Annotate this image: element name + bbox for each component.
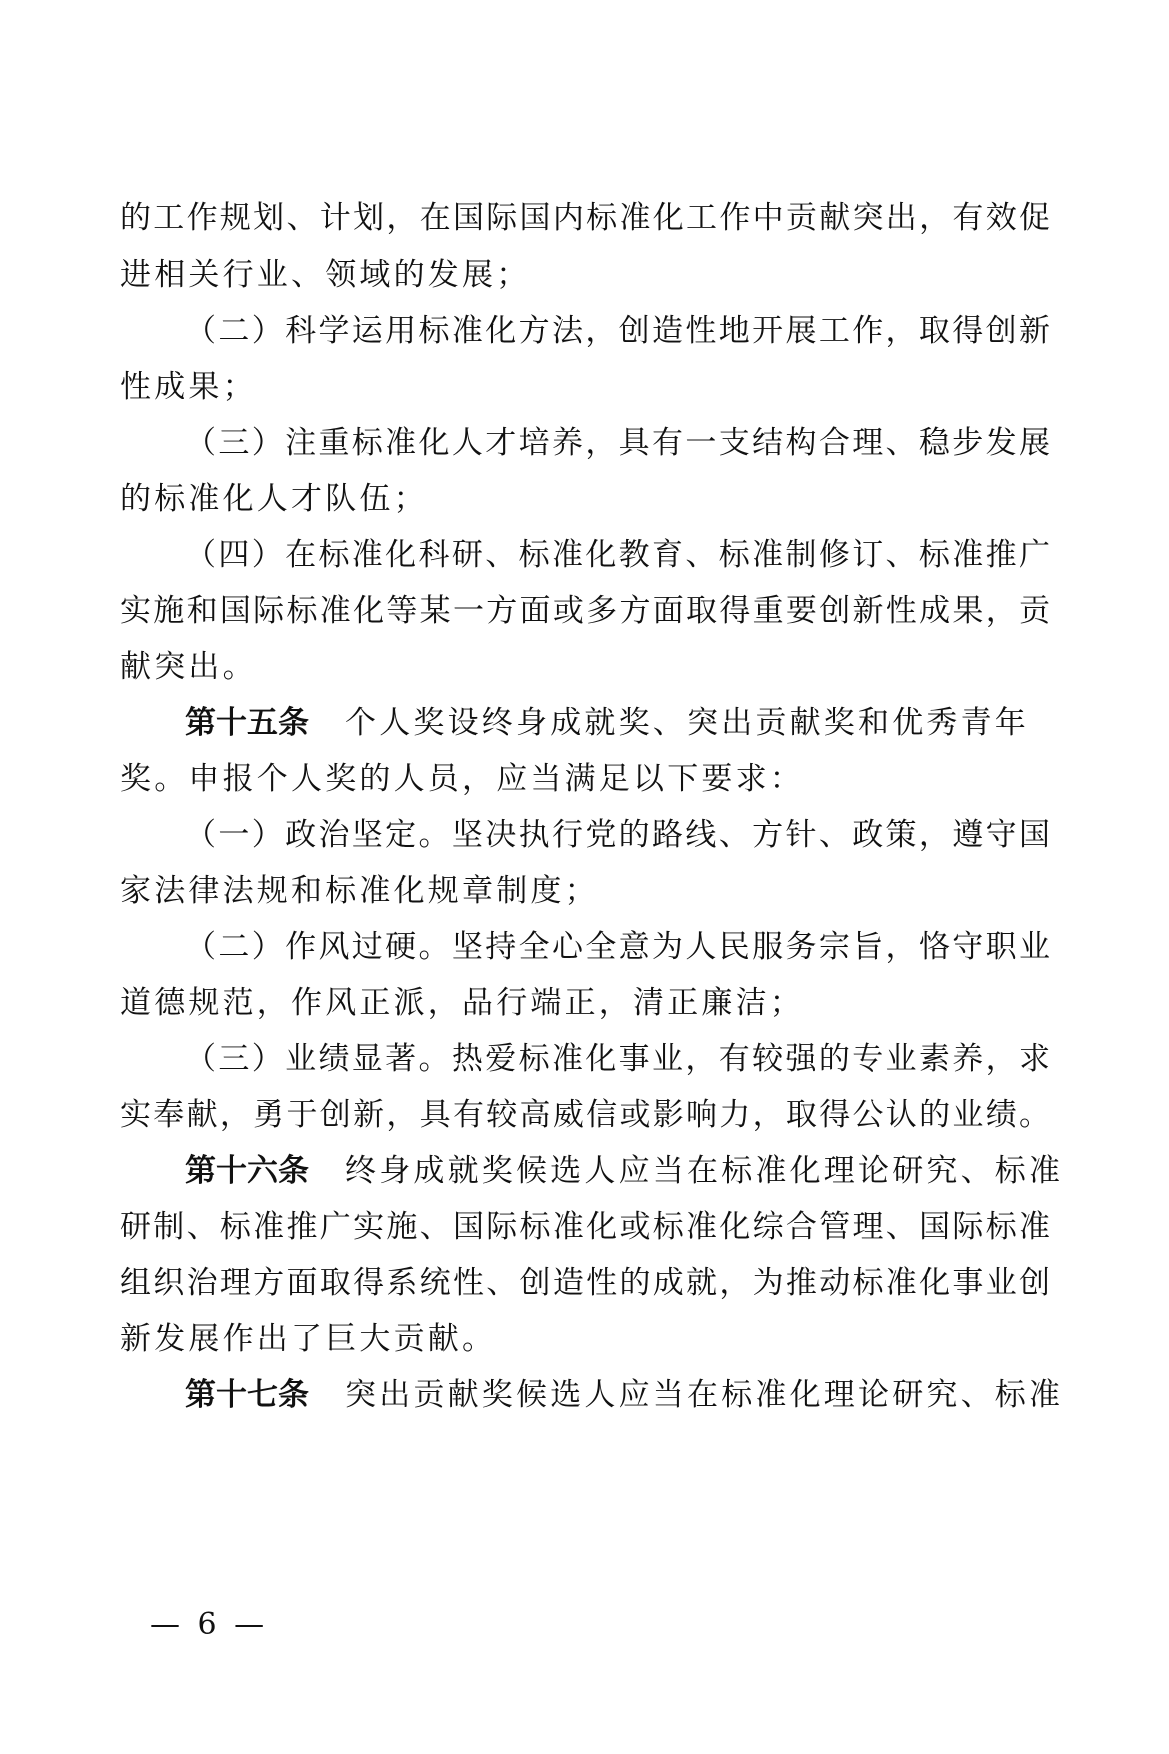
text-line: （三）注重标准化人才培养，具有一支结构合理、稳步发展 xyxy=(185,425,1050,461)
text-line: 实奉献，勇于创新，具有较高威信或影响力，取得公认的业绩。 xyxy=(120,1097,1050,1133)
text-line: （三）业绩显著。热爱标准化事业，有较强的专业素养，求 xyxy=(185,1041,1050,1077)
text-line: 的标准化人才队伍； xyxy=(120,481,428,517)
text-line: 进相关行业、领域的发展； xyxy=(120,257,531,293)
text-line: 实施和国际标准化等某一方面或多方面取得重要创新性成果，贡 xyxy=(120,593,1050,629)
text-line: （二）作风过硬。坚持全心全意为人民服务宗旨，恪守职业 xyxy=(185,929,1050,965)
text-line: （一）政治坚定。坚决执行党的路线、方针、政策，遵守国 xyxy=(185,817,1050,853)
text-line: 新发展作出了巨大贡献。 xyxy=(120,1321,497,1357)
text-line: 的工作规划、计划，在国际国内标准化工作中贡献突出，有效促 xyxy=(120,200,1050,236)
article-15-line xyxy=(185,700,1050,746)
text-line: 性成果； xyxy=(120,369,257,405)
text-line: 奖。申报个人奖的人员，应当满足以下要求： xyxy=(120,761,804,797)
text-line: 组织治理方面取得系统性、创造性的成就，为推动标准化事业创 xyxy=(120,1265,1050,1301)
text-line: 献突出。 xyxy=(120,649,257,685)
page-number: — 6 — xyxy=(150,1607,269,1642)
article-text: 突出贡献奖候选人应当在标准化理论研究、标准 xyxy=(345,1377,1064,1413)
text-line: （四）在标准化科研、标准化教育、标准制修订、标准推广 xyxy=(185,537,1050,573)
article-text: 终身成就奖候选人应当在标准化理论研究、标准 xyxy=(345,1153,1064,1189)
text-line: 道德规范，作风正派，品行端正，清正廉洁； xyxy=(120,985,804,1021)
article-label: 第十六条 xyxy=(185,1153,309,1189)
text-line: （二）科学运用标准化方法，创造性地开展工作，取得创新 xyxy=(185,313,1050,349)
article-16-line xyxy=(185,1148,1064,1194)
article-label: 第十七条 xyxy=(185,1377,309,1413)
article-text: 个人奖设终身成就奖、突出贡献奖和优秀青年 xyxy=(345,705,1029,741)
article-label: 第十五条 xyxy=(185,705,309,741)
article-17-line xyxy=(185,1372,1064,1418)
text-line: 研制、标准推广实施、国际标准化或标准化综合管理、国际标准 xyxy=(120,1209,1050,1245)
text-line: 家法律法规和标准化规章制度； xyxy=(120,873,599,909)
